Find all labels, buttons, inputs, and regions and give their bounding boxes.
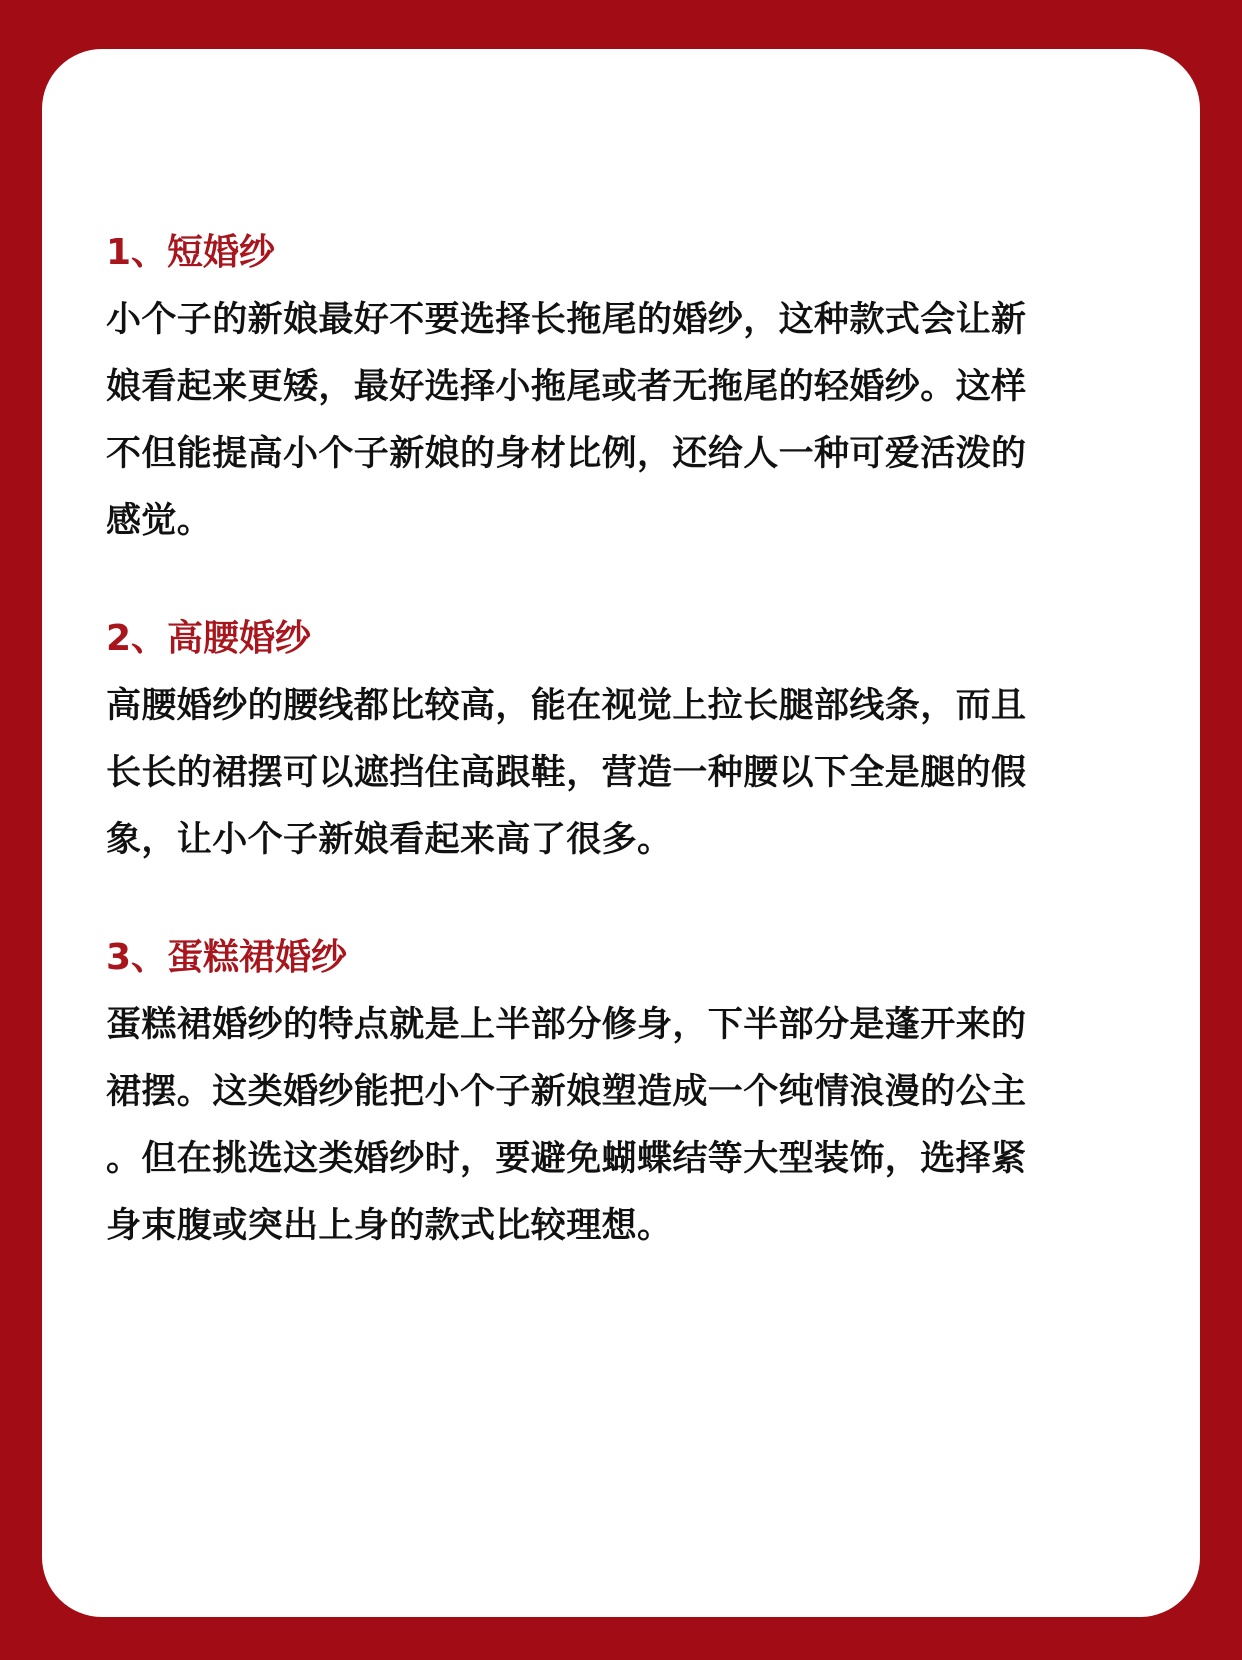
paragraph-line: 身束腹或突出上身的款式比较理想。 [106,1206,673,1246]
section-high-waist-dress [106,605,1136,874]
section-cake-dress [106,924,1136,1260]
paragraph-line: 娘看起来更矮，最好选择小拖尾或者无拖尾的轻婚纱。这样 [106,367,1027,407]
section-short-dress [106,219,1136,555]
content-card [42,49,1200,1617]
paragraph-line: 裙摆。这类婚纱能把小个子新娘塑造成一个纯情浪漫的公主 [106,1072,1027,1112]
paragraph-line: 长长的裙摆可以遮挡住高跟鞋，营造一种腰以下全是腿的假 [106,753,1027,793]
paragraph-line: 感觉。 [106,501,213,541]
paragraph-line: 不但能提高小个子新娘的身材比例，还给人一种可爱活泼的 [106,434,1027,474]
paragraph-line: 蛋糕裙婚纱的特点就是上半部分修身，下半部分是蓬开来的 [106,1005,1027,1045]
paragraph-line: 。但在挑选这类婚纱时，要避免蝴蝶结等大型装饰，选择紧 [106,1139,1027,1179]
section-title: 1、短婚纱 [106,232,276,273]
paragraph-line: 高腰婚纱的腰线都比较高，能在视觉上拉长腿部线条，而且 [106,686,1027,726]
section-title: 2、高腰婚纱 [106,618,312,659]
paragraph-line: 小个子的新娘最好不要选择长拖尾的婚纱，这种款式会让新 [106,300,1027,340]
paragraph-line: 象，让小个子新娘看起来高了很多。 [106,820,673,860]
section-title: 3、蛋糕裙婚纱 [106,937,348,978]
